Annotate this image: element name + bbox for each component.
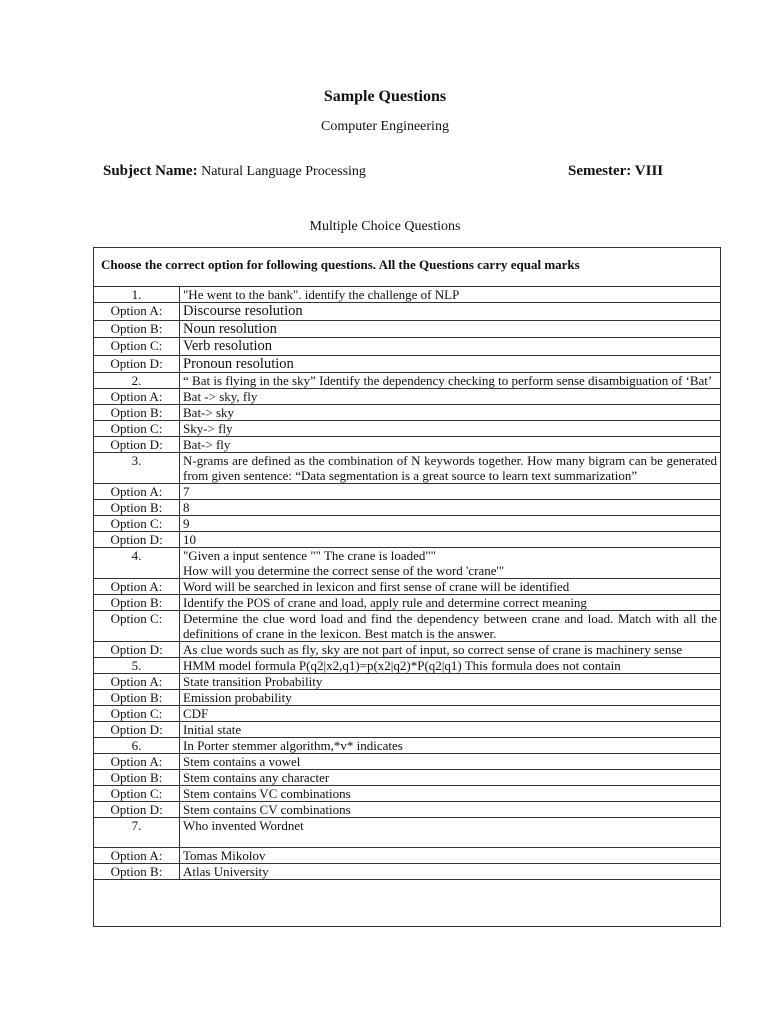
row-text: Stem contains any character — [180, 770, 721, 786]
row-label: Option B: — [94, 690, 180, 706]
row-label: Option B: — [94, 864, 180, 880]
row-label: Option D: — [94, 722, 180, 738]
row-text: As clue words such as fly, sky are not part of input, so correct sense of crane is machinery sense — [180, 642, 721, 658]
row-text: 7 — [180, 484, 721, 500]
row-label: Option A: — [94, 484, 180, 500]
option-row — [94, 706, 721, 722]
row-label: Option B: — [94, 595, 180, 611]
row-text: "He went to the bank". identify the challenge of NLP — [180, 287, 721, 303]
option-row — [94, 320, 721, 338]
row-label: 4. — [94, 548, 180, 579]
row-text: Atlas University — [180, 864, 721, 880]
row-label: 5. — [94, 658, 180, 674]
question-row — [94, 287, 721, 303]
row-label: Option C: — [94, 611, 180, 642]
option-row — [94, 674, 721, 690]
row-label: 7. — [94, 818, 180, 848]
row-text: Noun resolution — [180, 320, 721, 338]
row-label: Option D: — [94, 355, 180, 373]
row-text: Bat-> sky — [180, 405, 721, 421]
option-row — [94, 338, 721, 356]
row-label: Option C: — [94, 706, 180, 722]
question-row — [94, 658, 721, 674]
row-text: State transition Probability — [180, 674, 721, 690]
option-row — [94, 770, 721, 786]
option-row — [94, 786, 721, 802]
option-row — [94, 437, 721, 453]
row-label: Option B: — [94, 500, 180, 516]
row-label: Option B: — [94, 405, 180, 421]
option-row — [94, 579, 721, 595]
section-heading: Multiple Choice Questions — [309, 219, 461, 234]
option-row — [94, 642, 721, 658]
row-label: 6. — [94, 738, 180, 754]
row-label: 1. — [94, 287, 180, 303]
row-text: "Given a input sentence "" The crane is loaded"" How will you determine the correct sense of the word 'crane'" — [180, 548, 721, 579]
row-label: Option A: — [94, 674, 180, 690]
row-label: Option A: — [94, 579, 180, 595]
row-text: 9 — [180, 516, 721, 532]
row-label: Option B: — [94, 770, 180, 786]
option-row — [94, 802, 721, 818]
option-row — [94, 532, 721, 548]
option-row — [94, 355, 721, 373]
option-row — [94, 389, 721, 405]
row-label: Option C: — [94, 421, 180, 437]
row-text: 10 — [180, 532, 721, 548]
option-row — [94, 848, 721, 864]
row-label: Option D: — [94, 802, 180, 818]
question-row — [94, 548, 721, 579]
question-row — [94, 373, 721, 389]
row-text: 8 — [180, 500, 721, 516]
row-text: Pronoun resolution — [180, 355, 721, 373]
semester-label: Semester: VIII — [568, 163, 664, 179]
page-title: Sample Questions — [323, 88, 447, 105]
row-text: In Porter stemmer algorithm,*v* indicates — [180, 738, 721, 754]
option-row — [94, 421, 721, 437]
row-label: 2. — [94, 373, 180, 389]
row-text: Identify the POS of crane and load, apply rule and determine correct meaning — [180, 595, 721, 611]
row-text: N-grams are defined as the combination of N keywords together. How many bigram can be generated from given sentence: “Data segmentation is a great source to learn text summarization” — [180, 453, 721, 484]
row-text: Emission probability — [180, 690, 721, 706]
row-text: Determine the clue word load and find the dependency between crane and load. Match with all the definitions of crane in the lexicon. Best match is the answer. — [180, 611, 721, 642]
option-row — [94, 754, 721, 770]
row-label: Option D: — [94, 437, 180, 453]
option-row — [94, 864, 721, 880]
option-row — [94, 595, 721, 611]
row-label: Option B: — [94, 320, 180, 338]
subject-line — [103, 163, 366, 180]
row-label: Option C: — [94, 338, 180, 356]
row-label: Option C: — [94, 786, 180, 802]
row-text: Tomas Mikolov — [180, 848, 721, 864]
row-label: Option A: — [94, 389, 180, 405]
option-row — [94, 303, 721, 321]
option-row — [94, 484, 721, 500]
row-label: Option D: — [94, 532, 180, 548]
row-label: Option C: — [94, 516, 180, 532]
department-subtitle: Computer Engineering — [321, 119, 449, 134]
questions-table — [93, 286, 721, 880]
option-row — [94, 405, 721, 421]
instructions: Choose the correct option for following questions. All the Questions carry equal marks — [101, 257, 580, 272]
option-row — [94, 516, 721, 532]
row-label: Option D: — [94, 642, 180, 658]
row-text: Discourse resolution — [180, 303, 721, 321]
question-row — [94, 453, 721, 484]
option-row — [94, 611, 721, 642]
row-text: CDF — [180, 706, 721, 722]
row-text: Verb resolution — [180, 338, 721, 356]
row-text: Initial state — [180, 722, 721, 738]
option-row — [94, 500, 721, 516]
row-text: “ Bat is flying in the sky” Identify the dependency checking to perform sense disambiguation of ‘Bat’ — [180, 373, 721, 389]
subject-label: Subject Name: — [103, 163, 198, 179]
row-text: Stem contains CV combinations — [180, 802, 721, 818]
row-text: Bat -> sky, fly — [180, 389, 721, 405]
question-row — [94, 738, 721, 754]
row-label: Option A: — [94, 754, 180, 770]
row-label: Option A: — [94, 848, 180, 864]
row-label: Option A: — [94, 303, 180, 321]
row-text: Word will be searched in lexicon and first sense of crane will be identified — [180, 579, 721, 595]
row-text: Bat-> fly — [180, 437, 721, 453]
option-row — [94, 722, 721, 738]
row-text: Who invented Wordnet — [180, 818, 721, 848]
row-text: Sky-> fly — [180, 421, 721, 437]
option-row — [94, 690, 721, 706]
row-text: Stem contains a vowel — [180, 754, 721, 770]
question-row — [94, 818, 721, 848]
subject-value: Natural Language Processing — [201, 164, 366, 179]
row-text: HMM model formula P(q2|x2,q1)=p(x2|q2)*P(q2|q1) This formula does not contain — [180, 658, 721, 674]
row-text: Stem contains VC combinations — [180, 786, 721, 802]
row-label: 3. — [94, 453, 180, 484]
